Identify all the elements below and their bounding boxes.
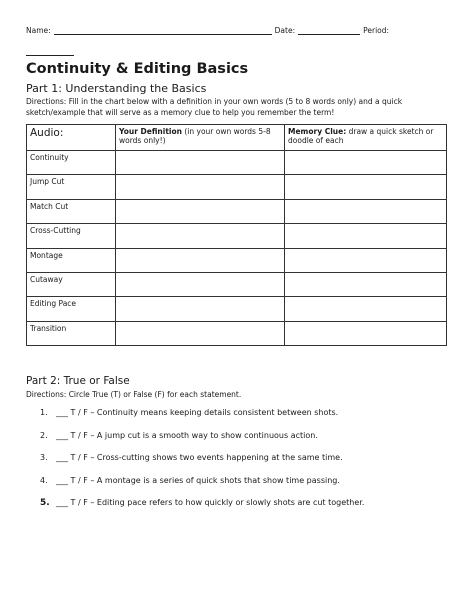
term-cell: Editing Pace bbox=[27, 297, 116, 321]
list-item bbox=[40, 408, 450, 431]
statement-text[interactable]: ___ T / F – Cross-cutting shows two events happening at the same time. bbox=[56, 453, 343, 462]
statement-text[interactable]: ___ T / F – A montage is a series of quick shots that show time passing. bbox=[56, 475, 340, 485]
part2-title: Part 2: True or False bbox=[26, 375, 130, 387]
table-row bbox=[27, 297, 447, 321]
term-cell: Jump Cut bbox=[27, 175, 116, 199]
header bbox=[26, 25, 446, 56]
period-label: Period: bbox=[363, 26, 390, 35]
col-header-definition-bold: Your Definition bbox=[119, 127, 182, 136]
list-item bbox=[40, 476, 450, 499]
col-header-definition-rest: (in your own words 5-8 words only!) bbox=[119, 127, 271, 145]
definition-cell[interactable] bbox=[116, 297, 285, 321]
part1-title: Part 1: Understanding the Basics bbox=[26, 82, 207, 95]
term-cell: Match Cut bbox=[27, 199, 116, 223]
page-title: Continuity & Editing Basics bbox=[26, 61, 249, 77]
sketch-cell[interactable] bbox=[285, 297, 447, 321]
list-item bbox=[40, 431, 450, 454]
date-field[interactable] bbox=[298, 25, 360, 35]
table-row bbox=[27, 321, 447, 345]
statement-number: 5. bbox=[40, 498, 50, 508]
term-cell: Cross-Cutting bbox=[27, 224, 116, 248]
term-cell: Transition bbox=[27, 321, 116, 345]
sketch-cell[interactable] bbox=[285, 272, 447, 296]
col-header-memory-bold: Memory Clue: bbox=[288, 127, 347, 136]
sketch-cell[interactable] bbox=[285, 248, 447, 272]
part1-directions: Directions: Fill in the chart below with a definition in your own words (5 to 8 words only) and a quick sketch/example that will serve as a memory clue to help you remember the term! bbox=[26, 97, 403, 117]
definition-cell[interactable] bbox=[116, 224, 285, 248]
definition-cell[interactable] bbox=[116, 248, 285, 272]
term-cell: Montage bbox=[27, 248, 116, 272]
sketch-cell[interactable] bbox=[285, 151, 447, 175]
sketch-cell[interactable] bbox=[285, 321, 447, 345]
statement-number: 1. bbox=[40, 408, 48, 417]
statement-text[interactable]: ___ T / F – Continuity means keeping details consistent between shots. bbox=[56, 408, 339, 417]
definition-chart bbox=[26, 124, 447, 346]
statement-text[interactable]: ___ T / F – Editing pace refers to how quickly or slowly shots are cut together. bbox=[56, 498, 365, 507]
col-header-memory-clue bbox=[285, 125, 447, 151]
term-cell: Continuity bbox=[27, 151, 116, 175]
table-row bbox=[27, 224, 447, 248]
col-header-definition bbox=[116, 125, 285, 151]
table-row bbox=[27, 199, 447, 223]
table-row bbox=[27, 151, 447, 175]
sketch-cell[interactable] bbox=[285, 199, 447, 223]
sketch-cell[interactable] bbox=[285, 175, 447, 199]
sketch-cell[interactable] bbox=[285, 224, 447, 248]
chart-header-row bbox=[27, 125, 447, 151]
definition-cell[interactable] bbox=[116, 175, 285, 199]
list-item bbox=[40, 453, 450, 476]
statement-number: 3. bbox=[40, 453, 48, 462]
period-field[interactable] bbox=[26, 46, 74, 56]
definition-cell[interactable] bbox=[116, 151, 285, 175]
statement-list bbox=[40, 408, 450, 521]
name-label: Name: bbox=[26, 26, 51, 35]
statement-number: 4. bbox=[40, 475, 48, 485]
statement-number: 2. bbox=[40, 430, 48, 440]
date-label: Date: bbox=[274, 26, 296, 35]
table-row bbox=[27, 248, 447, 272]
definition-cell[interactable] bbox=[116, 272, 285, 296]
list-item bbox=[40, 498, 450, 521]
table-row bbox=[27, 175, 447, 199]
name-field[interactable] bbox=[54, 25, 272, 35]
definition-cell[interactable] bbox=[116, 321, 285, 345]
statement-text[interactable]: ___ T / F – A jump cut is a smooth way to show continuous action. bbox=[56, 430, 318, 440]
col-header-memory-rest: draw a quick sketch or doodle of each bbox=[288, 127, 434, 145]
definition-cell[interactable] bbox=[116, 199, 285, 223]
term-cell: Cutaway bbox=[27, 272, 116, 296]
table-row bbox=[27, 272, 447, 296]
col-header-audio: Audio: bbox=[27, 125, 116, 151]
part2-directions: Directions: Circle True (T) or False (F) for each statement. bbox=[26, 390, 242, 399]
